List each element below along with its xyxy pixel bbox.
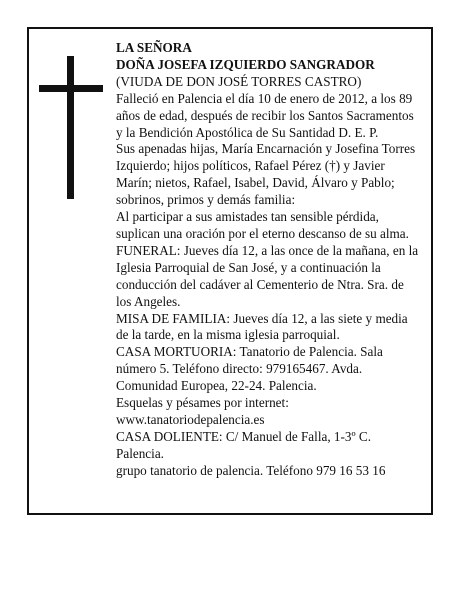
family-members: Sus apenadas hijas, María Encarnación y Josefina Torres Izquierdo; hijos políticos, Rafael Pérez (†) y Javier Marín; nietos, Rafael, Isabel, David, Álvaro y Pablo; sobrinos, primos y demás familia: [116,141,416,208]
funeral-info: FUNERAL: Jueves día 12, a las once de la mañana, en la Iglesia Parroquial de San José, y a continuación la conducción del cadáver al Cementerio de Ntra. Sra. de los Angeles. [116,242,419,309]
cross-vertical-bar [67,56,74,199]
mortuary-info: CASA MORTUORIA: Tanatorio de Palencia. Sala número 5. Teléfono directo: 979165467. Avda. Comunidad Europea, 22-24. Palencia. [116,344,383,394]
notice-text [116,40,422,480]
prayer-request: Al participar a sus amistades tan sensible pérdida, suplican una oración por el eterno descanso de su alma. [116,209,409,241]
funeral-home-footer: grupo tanatorio de palencia. Teléfono 979 16 53 16 [116,462,386,478]
condolences-info: Esquelas y pésames por internet: www.tanatoriodepalencia.es [116,395,289,427]
cross-icon [39,56,103,199]
deceased-name: DOÑA JOSEFA IZQUIERDO SANGRADOR [116,56,375,72]
cross-horizontal-bar [39,85,103,92]
death-announcement: Falleció en Palencia el día 10 de enero de 2012, a los 89 años de edad, después de recibir los Santos Sacramentos y la Bendición Apostólica de Su Santidad D. E. P. [116,90,414,140]
obituary-notice [27,27,433,515]
deceased-title: LA SEÑORA [116,40,192,55]
mourning-home-info: CASA DOLIENTE: C/ Manuel de Falla, 1-3º C. Palencia. [116,428,371,461]
family-mass-info: MISA DE FAMILIA: Jueves día 12, a las siete y media de la tarde, en la misma iglesia parroquial. [116,310,408,343]
widow-of: (VIUDA DE DON JOSÉ TORRES CASTRO) [116,73,362,89]
